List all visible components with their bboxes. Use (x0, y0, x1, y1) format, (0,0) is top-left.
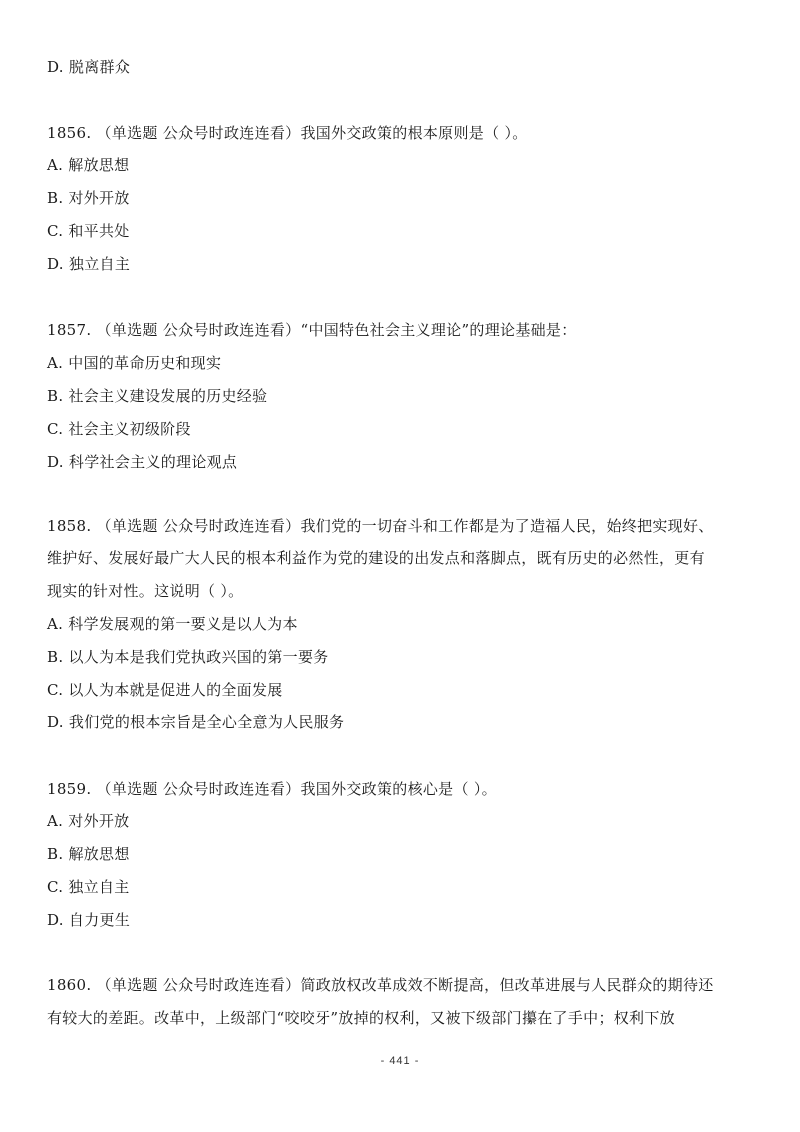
question-1856-option-c: C. 和平共处 (47, 222, 130, 240)
question-1859-option-c: C. 独立自主 (47, 878, 130, 896)
question-1857-option-d: D. 科学社会主义的理论观点 (47, 453, 238, 471)
question-1858-stem-line-1: 1858. （单选题 公众号时政连连看）我们党的一切奋斗和工作都是为了造福人民，始终把实现好、 (47, 517, 714, 535)
question-1856-option-d: D. 独立自主 (47, 255, 131, 273)
question-1858-option-d: D. 我们党的根本宗旨是全心全意为人民服务 (47, 713, 345, 731)
question-1858-stem-line-2: 维护好、发展好最广大人民的根本利益作为党的建设的出发点和落脚点，既有历史的必然性，更有 (47, 549, 705, 567)
question-1860-stem-line-1: 1860. （单选题 公众号时政连连看）简政放权改革成效不断提高，但改革进展与人民群众的期待还 (47, 976, 714, 994)
page-number: - 441 - (380, 1055, 420, 1067)
question-1856-option-a: A. 解放思想 (47, 156, 130, 174)
question-1859-stem: 1859. （单选题 公众号时政连连看）我国外交政策的核心是（ ）。 (47, 780, 497, 798)
question-1858-option-a: A. 科学发展观的第一要义是以人为本 (47, 615, 298, 633)
question-1860-stem-line-2: 有较大的差距。改革中，上级部门“咬咬牙”放掉的权利，又被下级部门攥在了手中；权利下放 (47, 1009, 675, 1027)
question-1857-option-a: A. 中国的革命历史和现实 (47, 354, 222, 372)
question-1856-option-b: B. 对外开放 (47, 189, 130, 207)
question-1859-option-a: A. 对外开放 (47, 812, 130, 830)
question-1857-stem: 1857. （单选题 公众号时政连连看）“中国特色社会主义理论”的理论基础是： (47, 321, 577, 339)
question-1859-option-b: B. 解放思想 (47, 845, 130, 863)
question-1857-option-c: C. 社会主义初级阶段 (47, 420, 191, 438)
question-1857-option-b: B. 社会主义建设发展的历史经验 (47, 387, 268, 405)
question-1858-stem-line-3: 现实的针对性。这说明（ ）。 (47, 582, 244, 600)
question-1858-option-c: C. 以人为本就是促进人的全面发展 (47, 681, 283, 699)
question-1856-stem: 1856. （单选题 公众号时政连连看）我国外交政策的根本原则是（ ）。 (47, 124, 528, 142)
question-1859-option-d: D. 自力更生 (47, 911, 131, 929)
option-d-prev-question: D. 脱离群众 (47, 58, 131, 76)
question-1858-option-b: B. 以人为本是我们党执政兴国的第一要务 (47, 648, 329, 666)
